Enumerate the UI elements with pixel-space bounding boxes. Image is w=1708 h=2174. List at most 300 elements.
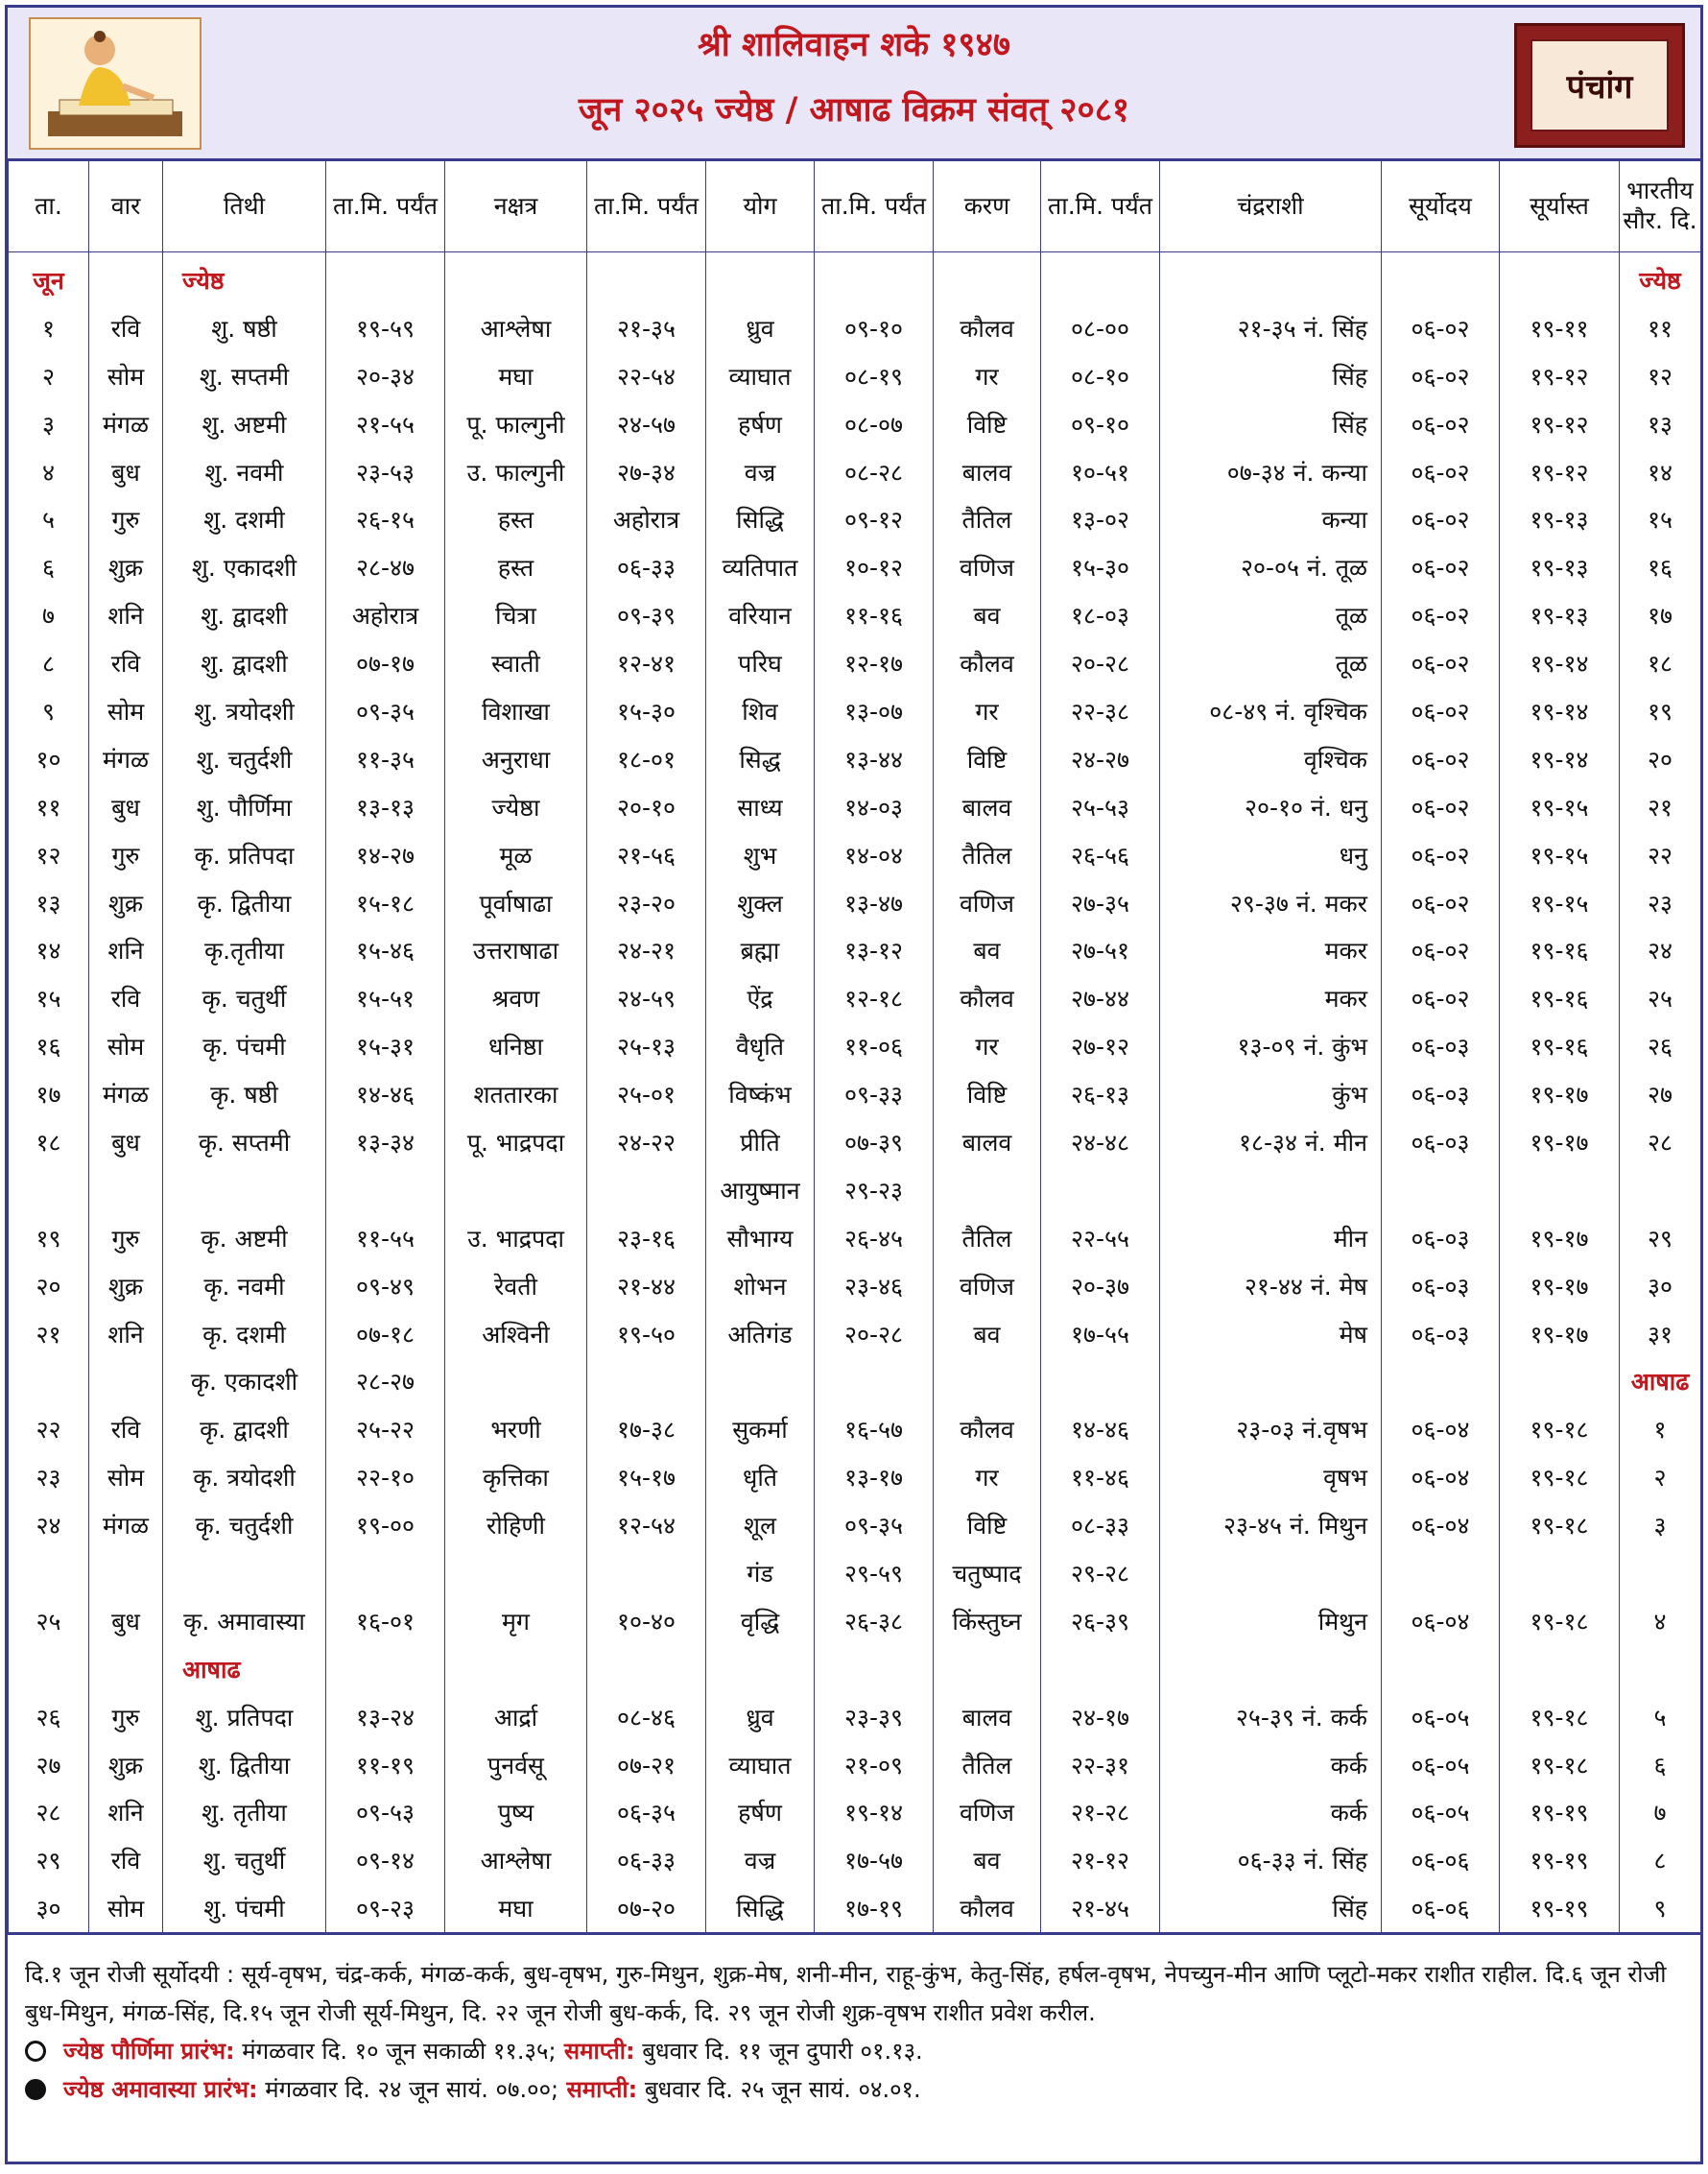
- table-row: [9, 735, 1701, 783]
- cell-karan: कौलव: [934, 639, 1041, 687]
- cell-saur-date: २७: [1620, 1070, 1701, 1118]
- cell-nakshatra: पुष्य: [445, 1789, 587, 1837]
- col-header-tithi: तिथी: [163, 159, 326, 252]
- cell-sunrise: ०६-०२: [1382, 591, 1500, 639]
- cell-tithi-until: ०९-२३: [326, 1884, 445, 1933]
- cell-tithi: शु. पंचमी: [163, 1884, 326, 1933]
- amavasya-end-value: बुधवार दि. २५ जून सायं. ०४.०१.: [637, 2076, 921, 2103]
- cell-tithi: कृ. पंचमी: [163, 1022, 326, 1070]
- cell-nakshatra: उ. भाद्रपदा: [445, 1214, 587, 1262]
- cell-karan: विष्टि: [934, 1070, 1041, 1118]
- cell-tithi-until: [326, 1549, 445, 1597]
- header-title-shaka: श्री शालिवाहन शके १९४७: [697, 26, 1011, 64]
- cell-saur-date: २३: [1620, 879, 1701, 927]
- cell-karan-until: १०-५१: [1041, 448, 1160, 496]
- cell-yoga: ध्रुव: [706, 1693, 815, 1741]
- cell-karan: [934, 1357, 1041, 1405]
- cell-tithi-until: [326, 252, 445, 304]
- cell-date: ८: [9, 639, 89, 687]
- table-row: [9, 1645, 1701, 1693]
- cell-yoga-until: ०९-३५: [815, 1501, 934, 1549]
- cell-sunrise: ०६-०४: [1382, 1405, 1500, 1453]
- cell-sunset: १९-१७: [1500, 1310, 1620, 1358]
- cell-nakshatra: [445, 252, 587, 304]
- cell-date: २८: [9, 1789, 89, 1837]
- cell-yoga-until: २१-०९: [815, 1741, 934, 1789]
- cell-nakshatra-until: १२-४१: [587, 639, 706, 687]
- cell-date: ५: [9, 495, 89, 543]
- cell-nakshatra-until: २०-१०: [587, 783, 706, 831]
- table-row: [9, 687, 1701, 735]
- col-header-nakshatra: नक्षत्र: [445, 159, 587, 252]
- cell-saur-date: ८: [1620, 1836, 1701, 1884]
- cell-weekday: शनि: [89, 926, 163, 974]
- cell-sunrise: ०६-०२: [1382, 543, 1500, 591]
- cell-weekday: मंगळ: [89, 735, 163, 783]
- cell-karan-until: २७-१२: [1041, 1022, 1160, 1070]
- cell-yoga-until: १४-०४: [815, 831, 934, 879]
- cell-sunset: १९-१४: [1500, 735, 1620, 783]
- cell-tithi-until: १५-३१: [326, 1022, 445, 1070]
- cell-date: ९: [9, 687, 89, 735]
- cell-tithi: शु. चतुर्थी: [163, 1836, 326, 1884]
- cell-chandra-rashi: [1160, 1357, 1382, 1405]
- cell-weekday: गुरु: [89, 1214, 163, 1262]
- cell-karan-until: २९-२८: [1041, 1549, 1160, 1597]
- table-row: [9, 448, 1701, 496]
- cell-sunset: १९-१५: [1500, 831, 1620, 879]
- cell-nakshatra: मघा: [445, 352, 587, 400]
- cell-nakshatra-until: ०९-३९: [587, 591, 706, 639]
- cell-tithi: शु. पौर्णिमा: [163, 783, 326, 831]
- cell-yoga-until: ०८-०७: [815, 400, 934, 448]
- col-header-date: ता.: [9, 159, 89, 252]
- cell-sunset: १९-१२: [1500, 352, 1620, 400]
- cell-yoga-until: ०९-१०: [815, 304, 934, 352]
- amavasya-start-value: मंगळवार दि. २४ जून सायं. ०७.००;: [257, 2076, 559, 2103]
- cell-karan: तैतिल: [934, 1214, 1041, 1262]
- cell-nakshatra-until: २३-२०: [587, 879, 706, 927]
- cell-sunset: १९-१६: [1500, 1022, 1620, 1070]
- table-row: [9, 1405, 1701, 1453]
- cell-sunrise: [1382, 1357, 1500, 1405]
- cell-karan-until: २७-४४: [1041, 974, 1160, 1022]
- cell-yoga-until: १३-०७: [815, 687, 934, 735]
- cell-karan: विष्टि: [934, 735, 1041, 783]
- table-row: [9, 1214, 1701, 1262]
- cell-tithi-until: १५-१८: [326, 879, 445, 927]
- cell-tithi-until: ०९-१४: [326, 1836, 445, 1884]
- cell-tithi-until: २६-१५: [326, 495, 445, 543]
- cell-tithi-until: १९-५९: [326, 304, 445, 352]
- cell-nakshatra-until: २४-५९: [587, 974, 706, 1022]
- cell-saur-date: [1620, 1645, 1701, 1693]
- cell-weekday: गुरु: [89, 831, 163, 879]
- cell-tithi-until: १६-०१: [326, 1597, 445, 1645]
- col-header-saur-date: भारतीय सौर. दि.: [1620, 159, 1701, 252]
- cell-weekday: शुक्र: [89, 1262, 163, 1310]
- cell-nakshatra-until: [587, 1166, 706, 1214]
- cell-tithi-until: १३-३४: [326, 1118, 445, 1166]
- cell-nakshatra-until: १२-५४: [587, 1501, 706, 1549]
- table-row: [9, 1884, 1701, 1933]
- cell-nakshatra: विशाखा: [445, 687, 587, 735]
- cell-saur-date: २१: [1620, 783, 1701, 831]
- cell-weekday: शनि: [89, 1789, 163, 1837]
- cell-date: जून: [9, 252, 89, 304]
- cell-yoga-until: १३-४७: [815, 879, 934, 927]
- cell-yoga: साध्य: [706, 783, 815, 831]
- cell-date: ३: [9, 400, 89, 448]
- cell-chandra-rashi: २३-०३ नं.वृषभ: [1160, 1405, 1382, 1453]
- cell-karan-until: २६-३९: [1041, 1597, 1160, 1645]
- cell-chandra-rashi: कुंभ: [1160, 1070, 1382, 1118]
- cell-saur-date: ७: [1620, 1789, 1701, 1837]
- cell-date: २१: [9, 1310, 89, 1358]
- col-header-chandra-rashi: चंद्रराशी: [1160, 159, 1382, 252]
- cell-weekday: रवि: [89, 304, 163, 352]
- cell-karan: तैतिल: [934, 1741, 1041, 1789]
- cell-nakshatra-until: २१-३५: [587, 304, 706, 352]
- cell-yoga: सौभाग्य: [706, 1214, 815, 1262]
- cell-yoga-until: १९-१४: [815, 1789, 934, 1837]
- cell-karan: कौलव: [934, 974, 1041, 1022]
- cell-tithi-until: १९-००: [326, 1501, 445, 1549]
- cell-yoga: सुकर्मा: [706, 1405, 815, 1453]
- table-row: [9, 974, 1701, 1022]
- cell-karan: गर: [934, 352, 1041, 400]
- cell-yoga-until: १२-१८: [815, 974, 934, 1022]
- cell-nakshatra: चित्रा: [445, 591, 587, 639]
- cell-tithi-until: २३-५३: [326, 448, 445, 496]
- cell-nakshatra-until: १९-५०: [587, 1310, 706, 1358]
- cell-date: १६: [9, 1022, 89, 1070]
- cell-date: २०: [9, 1262, 89, 1310]
- cell-karan-until: २२-३८: [1041, 687, 1160, 735]
- col-header-sunset: सूर्यास्त: [1500, 159, 1620, 252]
- cell-tithi: [163, 1166, 326, 1214]
- cell-karan: बव: [934, 591, 1041, 639]
- cell-weekday: रवि: [89, 974, 163, 1022]
- cell-sunrise: ०६-०४: [1382, 1501, 1500, 1549]
- cell-tithi-until: २८-४७: [326, 543, 445, 591]
- cell-karan: [934, 252, 1041, 304]
- cell-tithi: शु. द्वादशी: [163, 591, 326, 639]
- cell-sunset: [1500, 1166, 1620, 1214]
- cell-nakshatra-until: २२-५४: [587, 352, 706, 400]
- cell-nakshatra-until: २५-१३: [587, 1022, 706, 1070]
- cell-tithi-until: २८-२७: [326, 1357, 445, 1405]
- cell-date: १४: [9, 926, 89, 974]
- cell-yoga-until: १३-४४: [815, 735, 934, 783]
- table-row: [9, 1310, 1701, 1358]
- cell-nakshatra-until: १७-३८: [587, 1405, 706, 1453]
- cell-yoga: हर्षण: [706, 1789, 815, 1837]
- cell-date: २९: [9, 1836, 89, 1884]
- cell-nakshatra: [445, 1549, 587, 1597]
- cell-sunset: १९-१३: [1500, 543, 1620, 591]
- cell-sunrise: ०६-०२: [1382, 400, 1500, 448]
- cell-yoga: वैधृति: [706, 1022, 815, 1070]
- cell-karan-until: १७-५५: [1041, 1310, 1160, 1358]
- cell-tithi-until: १३-२४: [326, 1693, 445, 1741]
- cell-chandra-rashi: मकर: [1160, 974, 1382, 1022]
- cell-chandra-rashi: मकर: [1160, 926, 1382, 974]
- cell-yoga-until: १३-१७: [815, 1453, 934, 1501]
- cell-yoga-until: ०८-१९: [815, 352, 934, 400]
- cell-yoga: अतिगंड: [706, 1310, 815, 1358]
- cell-yoga-until: १२-१७: [815, 639, 934, 687]
- table-row: [9, 400, 1701, 448]
- cell-karan: कौलव: [934, 304, 1041, 352]
- cell-yoga-until: ०८-२८: [815, 448, 934, 496]
- cell-nakshatra-until: ०७-२०: [587, 1884, 706, 1933]
- cell-weekday: सोम: [89, 1884, 163, 1933]
- cell-nakshatra: रोहिणी: [445, 1501, 587, 1549]
- cell-date: २५: [9, 1597, 89, 1645]
- cell-tithi-until: अहोरात्र: [326, 591, 445, 639]
- cell-karan-until: २७-३५: [1041, 879, 1160, 927]
- cell-sunset: १९-१५: [1500, 783, 1620, 831]
- table-row: [9, 1597, 1701, 1645]
- panchang-badge-text: पंचांग: [1530, 39, 1669, 131]
- cell-tithi: कृ. चतुर्दशी: [163, 1501, 326, 1549]
- cell-tithi: कृ.तृतीया: [163, 926, 326, 974]
- cell-sunrise: ०६-०२: [1382, 639, 1500, 687]
- cell-date: ३०: [9, 1884, 89, 1933]
- cell-date: ११: [9, 783, 89, 831]
- cell-tithi: शु. प्रतिपदा: [163, 1693, 326, 1741]
- table-row: [9, 783, 1701, 831]
- cell-karan-until: २१-१२: [1041, 1836, 1160, 1884]
- cell-yoga-until: २६-३८: [815, 1597, 934, 1645]
- cell-date: २२: [9, 1405, 89, 1453]
- cell-karan-until: १८-०३: [1041, 591, 1160, 639]
- cell-sunset: १९-१७: [1500, 1214, 1620, 1262]
- cell-saur-date: [1620, 1166, 1701, 1214]
- cell-sunrise: ०६-०२: [1382, 352, 1500, 400]
- cell-chandra-rashi: २५-३९ नं. कर्क: [1160, 1693, 1382, 1741]
- cell-tithi: शु. द्वितीया: [163, 1741, 326, 1789]
- cell-tithi-until: ०९-५३: [326, 1789, 445, 1837]
- cell-sunset: १९-१८: [1500, 1693, 1620, 1741]
- cell-chandra-rashi: ०७-३४ नं. कन्या: [1160, 448, 1382, 496]
- cell-tithi: कृ. नवमी: [163, 1262, 326, 1310]
- cell-saur-date: १२: [1620, 352, 1701, 400]
- cell-date: १२: [9, 831, 89, 879]
- table-row: [9, 1501, 1701, 1549]
- cell-date: १०: [9, 735, 89, 783]
- cell-yoga-until: २३-४६: [815, 1262, 934, 1310]
- panchang-page: [5, 5, 1703, 2164]
- cell-sunset: १९-१६: [1500, 974, 1620, 1022]
- cell-karan-until: १३-०२: [1041, 495, 1160, 543]
- cell-yoga: ऐंद्र: [706, 974, 815, 1022]
- cell-chandra-rashi: धनु: [1160, 831, 1382, 879]
- cell-saur-date: ४: [1620, 1597, 1701, 1645]
- cell-sunset: [1500, 1357, 1620, 1405]
- cell-tithi-until: २५-२२: [326, 1405, 445, 1453]
- cell-nakshatra: पूर्वाषाढा: [445, 879, 587, 927]
- cell-sunset: १९-११: [1500, 304, 1620, 352]
- cell-nakshatra: भरणी: [445, 1405, 587, 1453]
- cell-sunset: [1500, 1549, 1620, 1597]
- cell-tithi-until: २०-३४: [326, 352, 445, 400]
- cell-saur-date: ज्येष्ठ: [1620, 252, 1701, 304]
- cell-sunset: १९-१८: [1500, 1453, 1620, 1501]
- cell-saur-date: [1620, 1549, 1701, 1597]
- amavasya-start-label: ज्येष्ठ अमावास्या प्रारंभ:: [63, 2076, 258, 2103]
- table-row: [9, 1693, 1701, 1741]
- cell-yoga-until: १७-५७: [815, 1836, 934, 1884]
- cell-karan-until: २४-४८: [1041, 1118, 1160, 1166]
- cell-sunrise: ०६-०३: [1382, 1214, 1500, 1262]
- cell-sunset: १९-१४: [1500, 639, 1620, 687]
- cell-sunset: १९-१४: [1500, 687, 1620, 735]
- cell-yoga-until: ०९-१२: [815, 495, 934, 543]
- col-header-weekday: वार: [89, 159, 163, 252]
- cell-chandra-rashi: २०-०५ नं. तूळ: [1160, 543, 1382, 591]
- cell-chandra-rashi: सिंह: [1160, 400, 1382, 448]
- cell-yoga: [706, 1645, 815, 1693]
- cell-nakshatra-until: [587, 1357, 706, 1405]
- cell-saur-date: २४: [1620, 926, 1701, 974]
- cell-nakshatra: कृत्तिका: [445, 1453, 587, 1501]
- cell-sunset: १९-१३: [1500, 591, 1620, 639]
- cell-yoga-until: २९-२३: [815, 1166, 934, 1214]
- cell-karan-until: ०८-१०: [1041, 352, 1160, 400]
- cell-chandra-rashi: २१-४४ नं. मेष: [1160, 1262, 1382, 1310]
- cell-karan: तैतिल: [934, 495, 1041, 543]
- cell-yoga: व्याघात: [706, 352, 815, 400]
- cell-tithi-until: [326, 1645, 445, 1693]
- cell-chandra-rashi: सिंह: [1160, 1884, 1382, 1933]
- cell-nakshatra: आश्लेषा: [445, 304, 587, 352]
- cell-weekday: [89, 1357, 163, 1405]
- table-row: [9, 1789, 1701, 1837]
- cell-weekday: शुक्र: [89, 543, 163, 591]
- cell-yoga: [706, 252, 815, 304]
- cell-sunrise: [1382, 252, 1500, 304]
- cell-yoga: गंड: [706, 1549, 815, 1597]
- cell-chandra-rashi: [1160, 1166, 1382, 1214]
- cell-date: ४: [9, 448, 89, 496]
- table-row: [9, 1836, 1701, 1884]
- cell-karan-until: ०८-३३: [1041, 1501, 1160, 1549]
- cell-nakshatra-until: १८-०१: [587, 735, 706, 783]
- cell-weekday: बुध: [89, 448, 163, 496]
- cell-tithi: कृ. अमावास्या: [163, 1597, 326, 1645]
- cell-tithi-until: १४-२७: [326, 831, 445, 879]
- cell-chandra-rashi: ०६-३३ नं. सिंह: [1160, 1836, 1382, 1884]
- cell-saur-date: २: [1620, 1453, 1701, 1501]
- cell-karan: चतुष्पाद: [934, 1549, 1041, 1597]
- cell-date: ६: [9, 543, 89, 591]
- cell-tithi: कृ. द्वादशी: [163, 1405, 326, 1453]
- cell-karan: बव: [934, 926, 1041, 974]
- col-header-karan: करण: [934, 159, 1041, 252]
- cell-saur-date: २९: [1620, 1214, 1701, 1262]
- cell-karan: विष्टि: [934, 400, 1041, 448]
- cell-chandra-rashi: वृश्चिक: [1160, 735, 1382, 783]
- cell-sunset: १९-१७: [1500, 1070, 1620, 1118]
- cell-weekday: रवि: [89, 1405, 163, 1453]
- cell-weekday: रवि: [89, 639, 163, 687]
- cell-karan: विष्टि: [934, 1501, 1041, 1549]
- cell-yoga-until: १४-०३: [815, 783, 934, 831]
- cell-sunrise: ०६-०२: [1382, 879, 1500, 927]
- cell-date: १५: [9, 974, 89, 1022]
- cell-tithi: कृ. चतुर्थी: [163, 974, 326, 1022]
- cell-saur-date: २५: [1620, 974, 1701, 1022]
- cell-nakshatra: ज्येष्ठा: [445, 783, 587, 831]
- cell-karan: गर: [934, 1022, 1041, 1070]
- cell-tithi-until: ११-१९: [326, 1741, 445, 1789]
- cell-karan-until: [1041, 252, 1160, 304]
- cell-nakshatra-until: ०६-३३: [587, 1836, 706, 1884]
- col-header-karan-until: ता.मि. पर्यंत: [1041, 159, 1160, 252]
- cell-sunrise: ०६-०३: [1382, 1118, 1500, 1166]
- purnima-note: [25, 2032, 1687, 2070]
- cell-tithi: शु. त्रयोदशी: [163, 687, 326, 735]
- cell-nakshatra-until: २७-३४: [587, 448, 706, 496]
- cell-saur-date: ११: [1620, 304, 1701, 352]
- cell-karan-until: १५-३०: [1041, 543, 1160, 591]
- cell-yoga: व्याघात: [706, 1741, 815, 1789]
- cell-date: [9, 1357, 89, 1405]
- cell-chandra-rashi: २९-३७ नं. मकर: [1160, 879, 1382, 927]
- cell-nakshatra: [445, 1166, 587, 1214]
- cell-saur-date: २८: [1620, 1118, 1701, 1166]
- cell-yoga: शुभ: [706, 831, 815, 879]
- cell-chandra-rashi: मीन: [1160, 1214, 1382, 1262]
- table-row: [9, 1741, 1701, 1789]
- cell-yoga: हर्षण: [706, 400, 815, 448]
- cell-chandra-rashi: मिथुन: [1160, 1597, 1382, 1645]
- cell-yoga-until: ०७-३९: [815, 1118, 934, 1166]
- cell-tithi-until: ०७-१८: [326, 1310, 445, 1358]
- cell-weekday: सोम: [89, 352, 163, 400]
- cell-tithi-until: १५-५१: [326, 974, 445, 1022]
- cell-karan-until: ११-४६: [1041, 1453, 1160, 1501]
- cell-saur-date: १३: [1620, 400, 1701, 448]
- cell-karan: बव: [934, 1310, 1041, 1358]
- cell-weekday: रवि: [89, 1836, 163, 1884]
- cell-yoga: वृद्धि: [706, 1597, 815, 1645]
- cell-yoga: शोभन: [706, 1262, 815, 1310]
- header: [8, 8, 1700, 161]
- new-moon-icon: [25, 2079, 46, 2100]
- cell-date: २३: [9, 1453, 89, 1501]
- cell-date: २: [9, 352, 89, 400]
- cell-weekday: बुध: [89, 1597, 163, 1645]
- col-header-yoga-until: ता.मि. पर्यंत: [815, 159, 934, 252]
- cell-nakshatra-until: १५-३०: [587, 687, 706, 735]
- cell-nakshatra: [445, 1357, 587, 1405]
- cell-nakshatra-until: ०७-२१: [587, 1741, 706, 1789]
- cell-sunrise: ०६-०३: [1382, 1070, 1500, 1118]
- panchang-badge: [1514, 23, 1685, 148]
- cell-nakshatra: मघा: [445, 1884, 587, 1933]
- cell-tithi: शु. एकादशी: [163, 543, 326, 591]
- cell-saur-date: आषाढ: [1620, 1357, 1701, 1405]
- cell-nakshatra: मृग: [445, 1597, 587, 1645]
- cell-nakshatra: अश्विनी: [445, 1310, 587, 1358]
- cell-nakshatra-until: २४-२१: [587, 926, 706, 974]
- cell-date: ७: [9, 591, 89, 639]
- cell-weekday: बुध: [89, 1118, 163, 1166]
- cell-tithi: शु. नवमी: [163, 448, 326, 496]
